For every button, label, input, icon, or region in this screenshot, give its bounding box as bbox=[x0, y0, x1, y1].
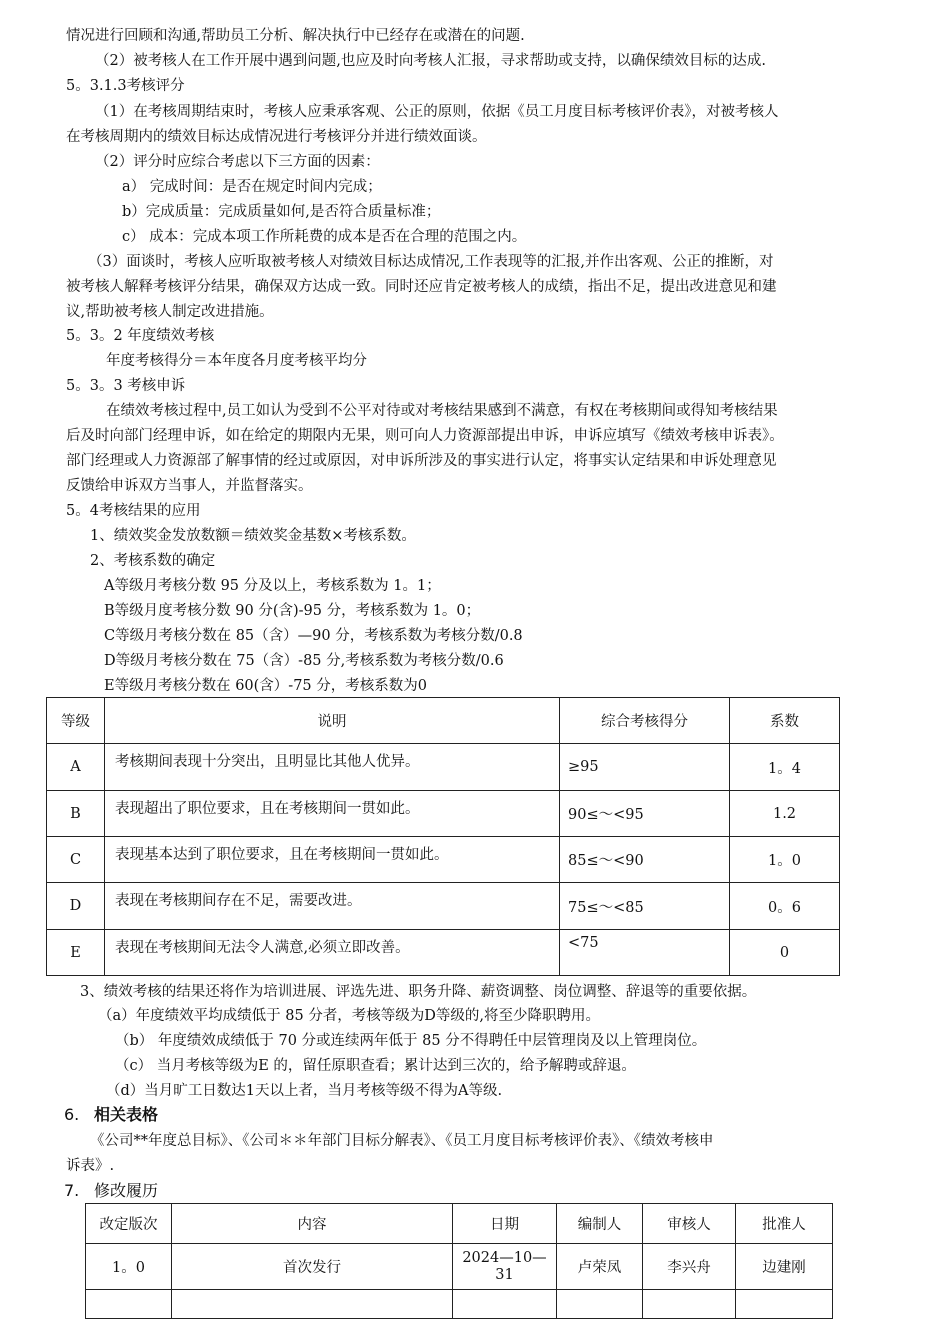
list-item: （c） 当月考核等级为E 的，留任原职查看；累计达到三次的，给予解聘或辞退。 bbox=[115, 1058, 636, 1074]
score-cell: 90≤～<95 bbox=[560, 791, 730, 837]
table-row bbox=[86, 1290, 833, 1319]
paragraph-line: （3）面谈时，考核人应听取被考核人对绩效目标达成情况,工作表现等的汇报,并作出客观、公正的推断，对 bbox=[88, 254, 774, 270]
author-cell: 卢荣凤 bbox=[557, 1244, 643, 1290]
list-item: E等级月考核分数在 60(含）-75 分，考核系数为0 bbox=[104, 678, 427, 694]
table-header-row bbox=[47, 698, 840, 744]
paragraph-line: 2、考核系数的确定 bbox=[90, 553, 216, 569]
section-title: 相关表格 bbox=[94, 1105, 159, 1124]
list-item: D等级月考核分数在 75（含）-85 分,考核系数为考核分数/0.6 bbox=[104, 653, 504, 669]
coefficient-cell: 0 bbox=[730, 930, 840, 976]
description-cell: 表现在考核期间无法令人满意,必须立即改善。 bbox=[105, 930, 560, 976]
table-row bbox=[86, 1244, 833, 1290]
section-heading-5-3-1-3: 5。3.1.3考核评分 bbox=[66, 78, 185, 94]
paragraph-line: （1）在考核周期结束时，考核人应秉承客观、公正的原则，依据《员工月度目标考核评价表》，对被考核人 bbox=[95, 104, 779, 120]
grade-cell: E bbox=[47, 930, 105, 976]
section-heading-6 bbox=[64, 1104, 158, 1126]
table-row bbox=[47, 744, 840, 791]
table-row bbox=[47, 930, 840, 976]
grade-table bbox=[46, 697, 840, 976]
author-cell bbox=[557, 1290, 643, 1319]
list-item: A等级月考核分数 95 分及以上，考核系数为 1。1； bbox=[104, 578, 441, 594]
paragraph-line: （2）被考核人在工作开展中遇到问题,也应及时向考核人汇报，寻求帮助或支持，以确保绩效目标的达成. bbox=[95, 53, 766, 69]
date-cell bbox=[453, 1290, 557, 1319]
grade-cell: A bbox=[47, 744, 105, 791]
section-number: 6. bbox=[64, 1105, 80, 1124]
table-row bbox=[47, 883, 840, 930]
coefficient-cell: 1.2 bbox=[730, 791, 840, 837]
column-header: 说明 bbox=[105, 698, 560, 744]
content-cell: 首次发行 bbox=[172, 1244, 453, 1290]
column-header: 编制人 bbox=[557, 1204, 643, 1244]
paragraph-line: 诉表》. bbox=[66, 1158, 115, 1174]
date-line: 31 bbox=[495, 1266, 514, 1283]
reviewer-cell: 李兴舟 bbox=[643, 1244, 736, 1290]
list-item: （d）当月旷工日数达1天以上者，当月考核等级不得为A等级. bbox=[106, 1083, 503, 1099]
grade-cell: D bbox=[47, 883, 105, 930]
section-heading-5-3-2: 5。3。2 年度绩效考核 bbox=[66, 328, 215, 344]
formula-line: 年度考核得分＝本年度各月度考核平均分 bbox=[106, 353, 367, 369]
paragraph-line: 在考核周期内的绩效目标达成情况进行考核评分并进行绩效面谈。 bbox=[66, 129, 487, 145]
date-line: 2024—10— bbox=[462, 1249, 547, 1266]
date-cell bbox=[453, 1244, 557, 1290]
column-header: 综合考核得分 bbox=[560, 698, 730, 744]
list-item: B等级月度考核分数 90 分(含)-95 分，考核系数为 1。0； bbox=[104, 603, 481, 619]
list-item: b）完成质量：完成质量如何,是否符合质量标准； bbox=[122, 204, 441, 220]
paragraph-line: 被考核人解释考核评分结果，确保双方达成一致。同时还应肯定被考核人的成绩，指出不足，提出改进意见和建 bbox=[66, 279, 777, 295]
list-item: （a）年度绩效平均成绩低于 85 分者，考核等级为D等级的,将至少降职聘用。 bbox=[98, 1008, 601, 1024]
paragraph-line: 情况进行回顾和沟通,帮助员工分析、解决执行中已经存在或潜在的问题. bbox=[66, 28, 525, 44]
column-header: 系数 bbox=[730, 698, 840, 744]
score-cell: <75 bbox=[560, 930, 730, 976]
column-header: 批准人 bbox=[736, 1204, 833, 1244]
list-item: （b） 年度绩效成绩低于 70 分或连续两年低于 85 分不得聘任中层管理岗及以上管理岗位。 bbox=[115, 1033, 707, 1049]
description-cell: 表现超出了职位要求，且在考核期间一贯如此。 bbox=[105, 791, 560, 837]
column-header: 审核人 bbox=[643, 1204, 736, 1244]
table-header-row bbox=[86, 1204, 833, 1244]
paragraph-line: 《公司**年度总目标》、《公司＊＊年部门目标分解表》、《员工月度目标考核评价表》、《绩效考核申 bbox=[90, 1133, 714, 1149]
column-header: 等级 bbox=[47, 698, 105, 744]
description-cell: 表现在考核期间存在不足，需要改进。 bbox=[105, 883, 560, 930]
section-heading-5-4: 5。4考核结果的应用 bbox=[66, 503, 201, 519]
paragraph-line: 部门经理或人力资源部了解事情的经过或原因，对申诉所涉及的事实进行认定，将事实认定结果和申诉处理意见 bbox=[66, 453, 777, 469]
content-cell bbox=[172, 1290, 453, 1319]
score-cell: ≥95 bbox=[560, 744, 730, 791]
section-title: 修改履历 bbox=[94, 1181, 159, 1200]
paragraph-line: 1、绩效奖金发放数额＝绩效奖金基数×考核系数。 bbox=[90, 528, 416, 544]
coefficient-cell: 1。4 bbox=[730, 744, 840, 791]
version-cell bbox=[86, 1290, 172, 1319]
score-cell: 85≤～<90 bbox=[560, 837, 730, 883]
version-cell: 1。0 bbox=[86, 1244, 172, 1290]
paragraph-line: 3、绩效考核的结果还将作为培训进展、评选先进、职务升降、薪资调整、岗位调整、辞退等的重要依据。 bbox=[80, 984, 757, 1000]
paragraph-line: 后及时向部门经理申诉，如在给定的期限内无果，则可向人力资源部提出申诉，申诉应填写《绩效考核申诉表》。 bbox=[66, 428, 784, 444]
list-item: a） 完成时间：是否在规定时间内完成； bbox=[122, 179, 382, 195]
approver-cell: 边建刚 bbox=[736, 1244, 833, 1290]
section-heading-7 bbox=[64, 1180, 158, 1202]
list-item: C等级月考核分数在 85（含）—90 分，考核系数为考核分数/0.8 bbox=[104, 628, 523, 644]
revision-history-table bbox=[85, 1203, 833, 1319]
column-header: 改定版次 bbox=[86, 1204, 172, 1244]
paragraph-line: 在绩效考核过程中,员工如认为受到不公平对待或对考核结果感到不满意，有权在考核期间或得知考核结果 bbox=[106, 403, 778, 419]
coefficient-cell: 0。6 bbox=[730, 883, 840, 930]
grade-cell: B bbox=[47, 791, 105, 837]
coefficient-cell: 1。0 bbox=[730, 837, 840, 883]
paragraph-line: 议,帮助被考核人制定改进措施。 bbox=[66, 304, 274, 320]
list-item: c） 成本：完成本项工作所耗费的成本是否在合理的范围之内。 bbox=[122, 229, 527, 245]
reviewer-cell bbox=[643, 1290, 736, 1319]
description-cell: 表现基本达到了职位要求，且在考核期间一贯如此。 bbox=[105, 837, 560, 883]
score-cell: 75≤～<85 bbox=[560, 883, 730, 930]
section-number: 7. bbox=[64, 1181, 80, 1200]
paragraph-line: （2）评分时应综合考虑以下三方面的因素： bbox=[95, 154, 380, 170]
table-row bbox=[47, 791, 840, 837]
table-row bbox=[47, 837, 840, 883]
description-cell: 考核期间表现十分突出，且明显比其他人优异。 bbox=[105, 744, 560, 791]
approver-cell bbox=[736, 1290, 833, 1319]
paragraph-line: 反馈给申诉双方当事人，并监督落实。 bbox=[66, 478, 313, 494]
column-header: 日期 bbox=[453, 1204, 557, 1244]
section-heading-5-3-3: 5。3。3 考核申诉 bbox=[66, 378, 186, 394]
grade-cell: C bbox=[47, 837, 105, 883]
column-header: 内容 bbox=[172, 1204, 453, 1244]
